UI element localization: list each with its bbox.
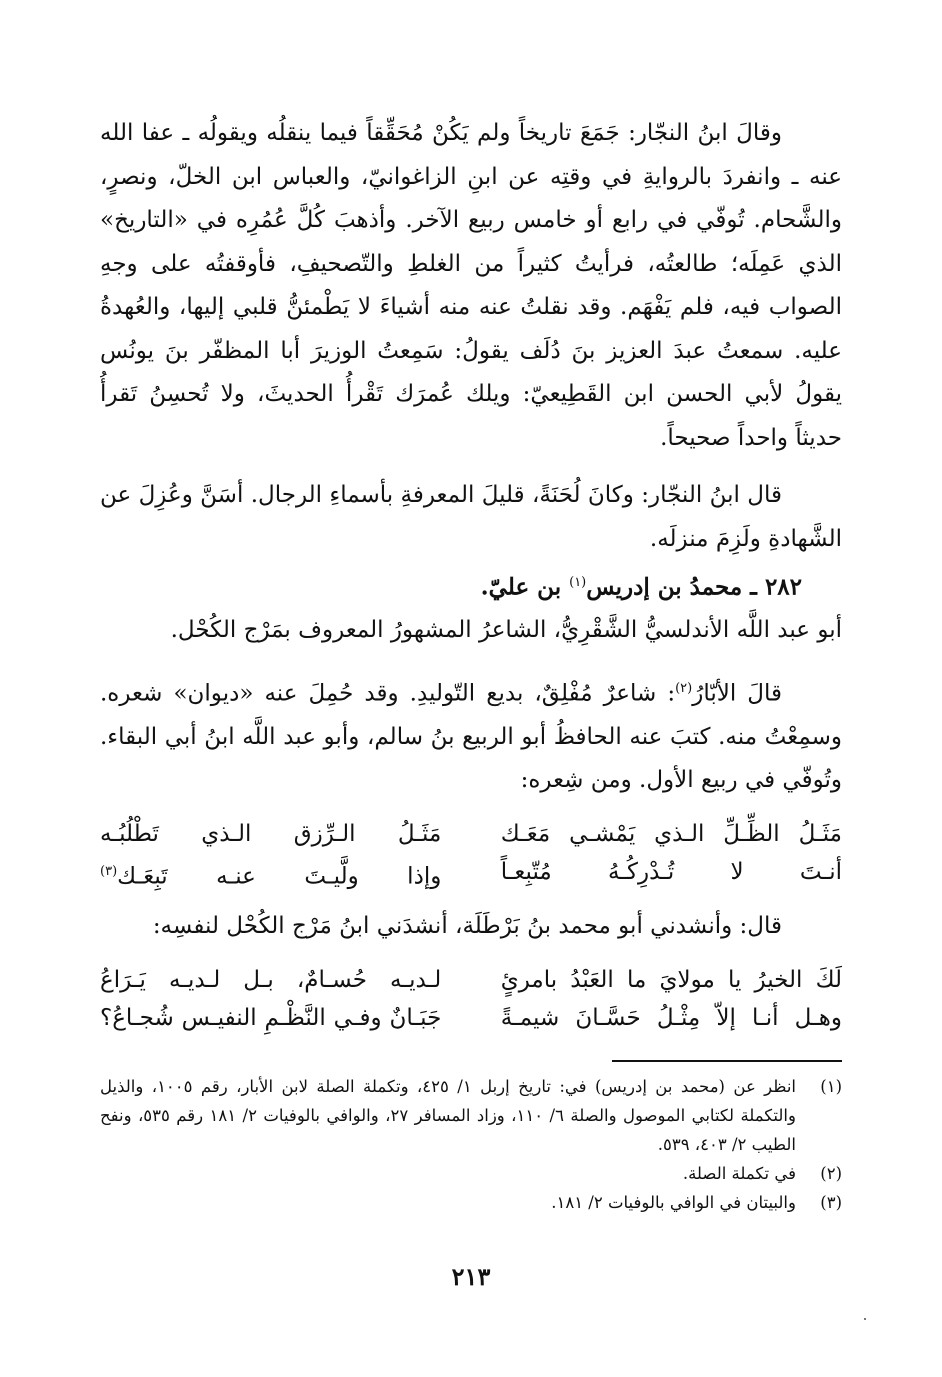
entry-heading-text: ٢٨٢ ـ محمدُ بن إدريس [586,573,802,601]
verse-hemistich: أنـتَ لا تُـدْرِكُـهُ مُتّبِعـاً [500,858,842,885]
entry-heading [100,561,842,609]
footnote-ref-2: (٢) [675,680,693,696]
footnote-divider [612,1060,842,1062]
footnote-ref-1: (١) [569,575,587,590]
poem-verse [100,999,842,1037]
verse-hemistich-text: وإذا ولَّيـتَ عنـه تَبِعَـك [117,863,442,890]
footnote-number: (٣) [820,1193,842,1212]
poem-verse [100,961,842,999]
footnote-number: (١) [820,1077,842,1096]
footnote-item [100,1159,842,1188]
footnote-number: (٢) [820,1164,842,1183]
footnote-ref-3: (٣) [100,863,118,879]
verse-hemistich: مَثَـلُ الـرِّزق الـذي تَطْلُبُـه [100,820,442,847]
verse-hemistich-with-ref [100,853,441,896]
paragraph-entry-intro: أبو عبد اللَّه الأندلسيُّ الشَّقْرِيُّ، الشاعرُ المشهورُ المعروف بمَرْج الكُحْل. [170,617,842,644]
verse-hemistich: لَكَ الخيرُ يا مولايَ ما العَبْدُ بامرئٍ [500,966,842,993]
verse-hemistich: وهـل أنـا إلاّ مِثْـلُ حَسَّـانَ شيمـةً [500,1004,842,1031]
poem-verse [100,815,842,853]
footnotes [100,1072,842,1217]
footnote-item [100,1072,842,1159]
paragraph-ibn-najjar-history: وقالَ ابنُ النجّار: جَمَعَ تاريخاً ولم يَكُنْ مُحَقِّقاً فيما ينقلُه ويقولُه ـ عفا الله عنه ـ وانفردَ بالروايةِ في وقتِه عن ابنِ الزاغوانيّ، والعباس ابن الخلّ، ونصرٍ، والشَّحام. تُوفّي في رابع أو خامس ربيع الآخر. وأذهبَ كُلَّ عُمُرِه في «التاريخ» الذي عَمِلَه؛ طالعتُه، فرأيتُ كثيراً من الغلطِ والتّصحيفِ، فأوقفتُه على وجهِ الصواب فيه، فلم يَفْهَم. وقد نقلتُ عنه منه أشياءَ لا يَطْمئنُّ قلبي إليها، والعُهدةُ عليه. سمعتُ عبدَ العزيز بنَ دُلَف يقولُ: سَمِعتُ الوزيرَ أبا المظفّر بنَ يونُس يقولُ لأبي الحسن ابن القَطِيعيّ: ويلك عُمرَك تَقْرأُ الحديثَ، ولا تُحسِنُ تَقرأُ حديثاً واحداً صحيحاً. [100,120,842,451]
paragraph-abbar-quote [100,667,842,803]
poem-khayr [100,961,842,1037]
footnote-item [100,1188,842,1217]
paragraph-ibn-najjar-remark: قال ابنُ النجّار: وكانَ لُحَنَةً، قليلَ المعرفةِ بأسماءِ الرجال. أسَنَّ وعُزِلَ عن الشَّهادةِ ولَزِمَ منزلَه. [100,482,842,552]
poem-verse [100,853,842,896]
paragraph-anshadani: قال: وأنشدني أبو محمد بنُ بَرْطَلَة، أنشدَني ابنُ مَرْج الكُحْل لنفسِه: [152,913,782,940]
footnote-text: انظر عن (محمد بن إدريس) في: تاريخ إربل ١/ ٤٢٥، وتكملة الصلة لابن الأبار، رقم ١٠٠٥، والذيل والتكملة لكتابي الموصول والصلة ٦/ ١١٠، وزاد المسافر ٢٧، والوافي بالوفيات ٢/ ١٨١ رقم ٥٣٥، ونفح الطيب ٢/ ٤٠٣، ٥٣٩. [100,1077,796,1154]
poem-rizq [100,815,842,896]
verse-hemistich: مَثَـلُ الظِّـلِّ الـذي يَمْشـي مَعَـك [500,820,842,847]
verse-hemistich: لـديـه حُسـامٌ، بـل لـديـه يَـرَاعُ [100,966,442,993]
footnote-text: في تكملة الصلة. [682,1164,796,1183]
scan-speck [864,1318,866,1320]
verse-hemistich: جَبَـانٌ وفـي النَّظْـمِ النفيـس شُجـاعُ؟ [100,1004,442,1031]
entry-heading-end: بن عليّ. [480,573,570,601]
abbar-quote-rest: : شاعرٌ مُفْلِقٌ، بديع التّوليدِ. وقد حُمِلَ عنه «ديوان» شعره. وسمِعْتُ منه. كتبَ عنه الحافظُ أبو الربيع بنُ سالم، وأبو عبد اللَّه ابنُ أبي البقاء. وتُوفّي في ربيع الأول. ومن شِعره: [100,680,842,794]
footnote-text: والبيتان في الوافي بالوفيات ٢/ ١٨١. [551,1193,796,1212]
main-text [100,112,842,1047]
abbar-quote-start: قالَ الأبّارُ [692,680,782,707]
page-number: ٢١٣ [451,1262,491,1291]
